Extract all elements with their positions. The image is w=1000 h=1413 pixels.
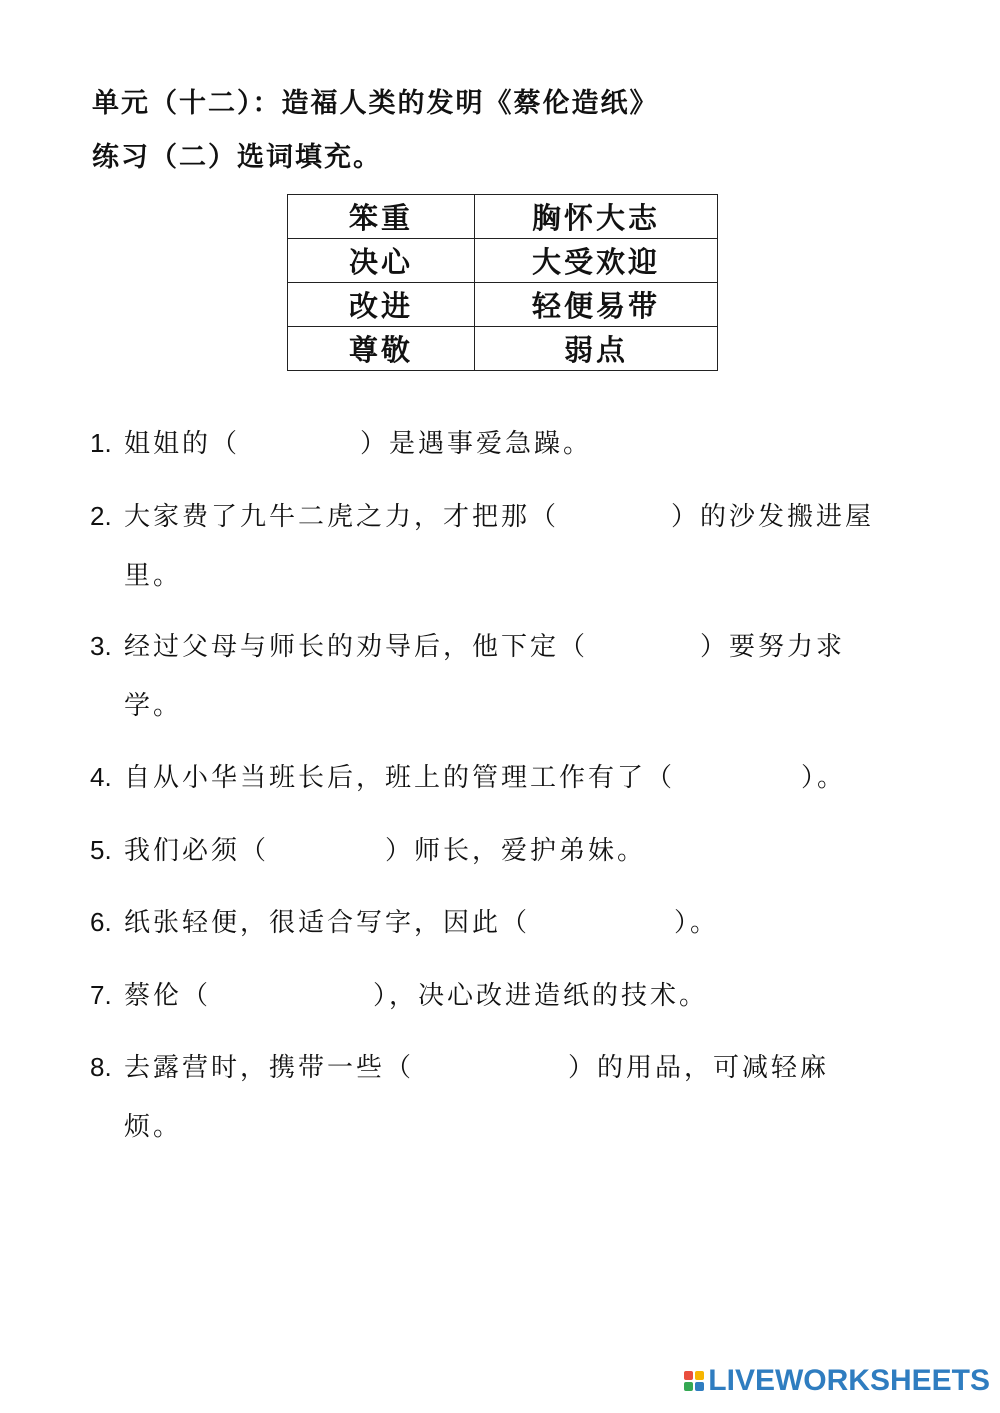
- question-text-after: ），决心改进造纸的技术。: [373, 981, 709, 1011]
- brand-text: LIVEWORKSHEETS: [708, 1364, 990, 1397]
- question-text-continued: 烦。: [124, 1112, 183, 1142]
- word-bank-row: [288, 195, 718, 239]
- question-7: [90, 965, 708, 1026]
- question-text-after: ）是遇事爱急躁。: [360, 429, 593, 459]
- question-text-before: 自从小华当班长后，班上的管理工作有了（: [124, 763, 676, 793]
- question-number: 8.: [90, 1052, 112, 1082]
- question-text-after: ）的用品，可减轻麻: [568, 1053, 830, 1083]
- question-4: [90, 747, 846, 808]
- question-number: 2.: [90, 501, 112, 531]
- question-text-before: 姐姐的（: [124, 429, 241, 459]
- question-1: [90, 413, 592, 474]
- question-8: [90, 1037, 830, 1142]
- question-text-after: ）要努力求: [700, 632, 846, 662]
- word-bank-cell: 大受欢迎: [475, 239, 718, 283]
- question-text-continued: 学。: [124, 691, 183, 721]
- unit-title: 单元（十二）：造福人类的发明《蔡伦造纸》: [92, 88, 659, 119]
- word-bank-cell: 弱点: [475, 327, 718, 371]
- question-text-after: ）。: [801, 763, 847, 793]
- word-bank-table: [287, 194, 718, 371]
- exercise-title: 练习（二）选词填充。: [92, 142, 382, 173]
- question-6: [90, 892, 719, 953]
- logo-squares-icon: [684, 1371, 704, 1391]
- word-bank-cell: 尊敬: [288, 327, 475, 371]
- question-text-before: 我们必须（: [124, 836, 270, 866]
- question-text-before: 大家费了九牛二虎之力，才把那（: [124, 502, 560, 532]
- question-number: 6.: [90, 907, 112, 937]
- liveworksheets-logo: [684, 1361, 990, 1401]
- word-bank-cell: 胸怀大志: [475, 195, 718, 239]
- word-bank-row: [288, 327, 718, 371]
- question-text-continued: 里。: [124, 561, 183, 591]
- question-text-before: 蔡伦（: [124, 981, 212, 1011]
- question-number: 1.: [90, 428, 112, 458]
- question-number: 3.: [90, 631, 112, 661]
- question-5: [90, 820, 646, 881]
- question-number: 5.: [90, 835, 112, 865]
- question-3: [90, 616, 846, 721]
- question-text-before: 去露营时，携带一些（: [124, 1053, 415, 1083]
- word-bank-cell: 改进: [288, 283, 475, 327]
- question-text-before: 经过父母与师长的劝导后，他下定（: [124, 632, 589, 662]
- word-bank-cell: 笨重: [288, 195, 475, 239]
- question-text-after: ）师长，爱护弟妹。: [385, 836, 647, 866]
- word-bank-row: [288, 239, 718, 283]
- question-text-before: 纸张轻便，很适合写字，因此（: [124, 908, 531, 938]
- question-number: 4.: [90, 762, 112, 792]
- question-2: [90, 486, 875, 591]
- question-number: 7.: [90, 980, 112, 1010]
- question-text-after: ）。: [674, 908, 720, 938]
- word-bank-row: [288, 283, 718, 327]
- word-bank-cell: 轻便易带: [475, 283, 718, 327]
- word-bank-cell: 决心: [288, 239, 475, 283]
- question-text-after: ）的沙发搬进屋: [671, 502, 875, 532]
